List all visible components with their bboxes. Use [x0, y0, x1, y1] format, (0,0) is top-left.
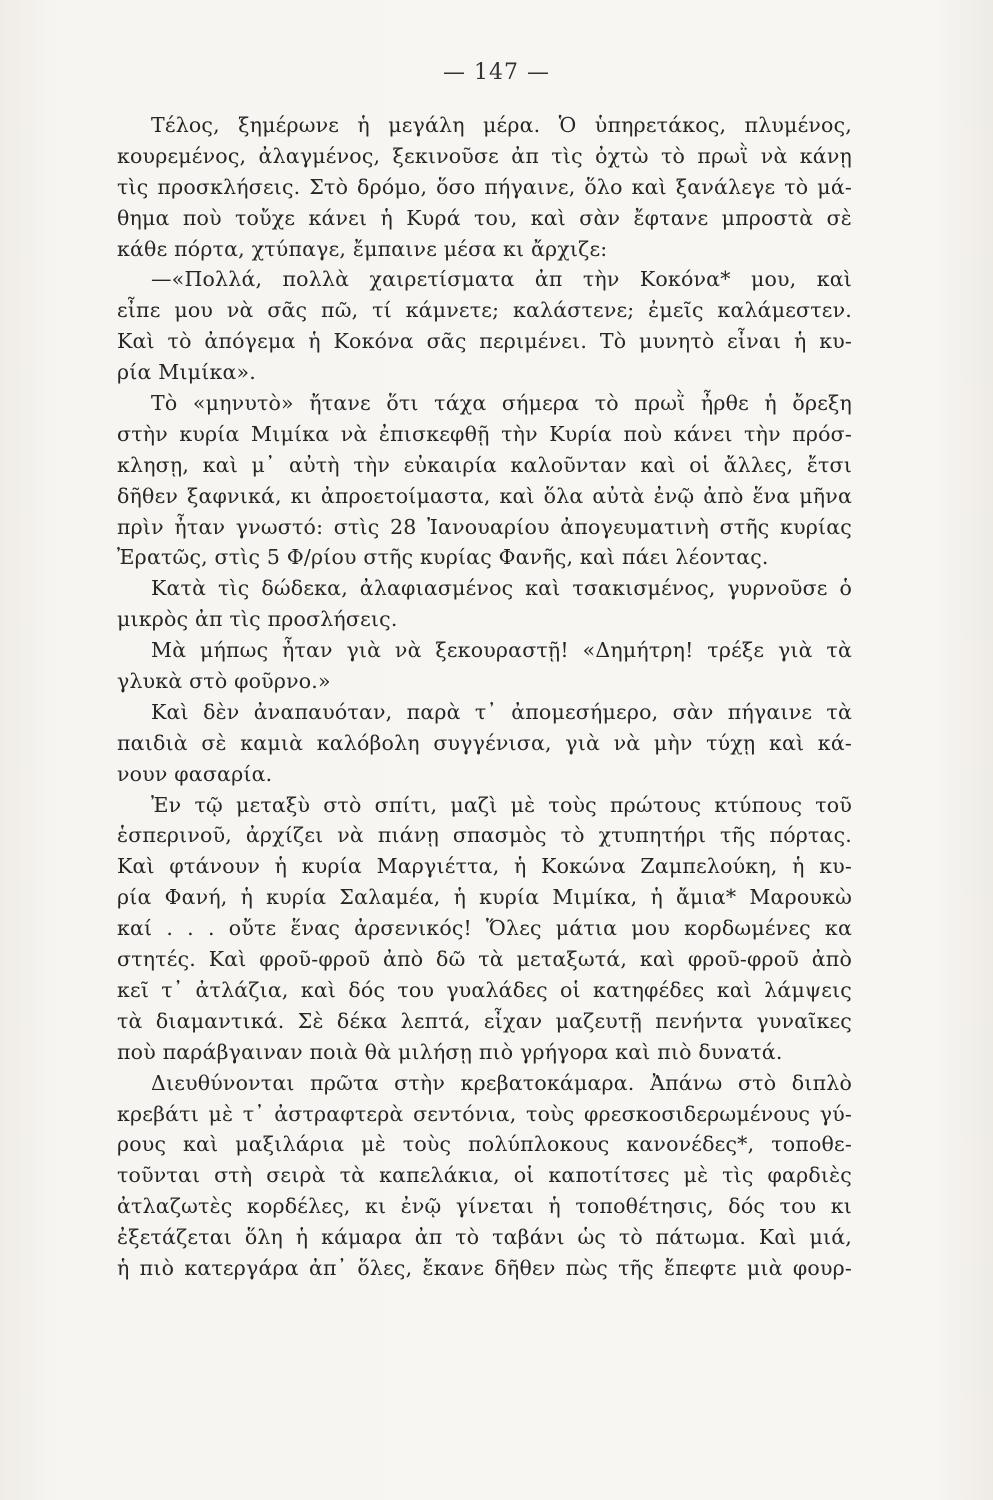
text-line: Κατὰ τὶς δώδεκα, ἀλαφιασμένος καὶ τσακισμένος, γυρνοῦσε ὁ: [151, 576, 852, 601]
text-line: ἑσπερινοῦ, ἀρχίζει νὰ πιάνῃ σπασμὸς τὸ χτυπητήρι τῆς πόρτας.: [117, 823, 852, 848]
text-line: κεῖ τ᾿ ἀτλάζια, καὶ δός του γυαλάδες οἱ κατηφέδες καὶ λάμψεις: [117, 977, 852, 1002]
text-line: Καὶ δὲν ἀναπαυόταν, παρὰ τ᾿ ἀπομεσήμερο, σὰν πήγαινε τὰ: [151, 699, 852, 724]
text-line: Τὸ «μηνυτὸ» ἤτανε ὅτι τάχα σήμερα τὸ πρωῒ ἦρθε ἡ ὄρεξη: [151, 391, 852, 416]
text-line: νουν φασαρία.: [117, 761, 273, 786]
text-line: δῆθεν ξαφνικά, κι ἀπροετοίμαστα, καὶ ὅλα αὐτὰ ἐνῷ ἀπὸ ἕνα μῆνα: [117, 483, 852, 508]
text-line: θημα ποὺ τοὔχε κάνει ἡ Κυρά του, καὶ σὰν ἔφτανε μπροστὰ σὲ: [117, 205, 852, 230]
text-line: κρεβάτι μὲ τ᾿ ἀστραφτερὰ σεντόνια, τοὺς φρεσκοσιδερωμένους γύ-: [117, 1101, 852, 1126]
text-line: ἐξετάζεται ὅλη ἡ κάμαρα ἀπ τὸ ταβάνι ὡς τὸ πάτωμα. Καὶ μιά,: [117, 1225, 852, 1250]
text-line: κλησῃ, καὶ μ᾿ αὐτὴ τὴν εὐκαιρία καλοῦνταν καὶ οἱ ἄλλες, ἔτσι: [117, 452, 852, 477]
text-line: Τέλος, ξημέρωνε ἡ μεγάλη μέρα. Ὁ ὑπηρετάκος, πλυμένος,: [151, 113, 852, 137]
text-line: τὰ διαμαντικά. Σὲ δέκα λεπτά, εἶχαν μαζευτῇ πενήντα γυναῖκες: [117, 1008, 852, 1033]
text-line: στὴν κυρία Μιμίκα νὰ ἐπισκεφθῇ τὴν Κυρία ποὺ κάνει τὴν πρόσ-: [117, 421, 852, 446]
text-line: Ἐν τῷ μεταξὺ στὸ σπίτι, μαζὶ μὲ τοὺς πρώτους κτύπους τοῦ: [151, 792, 852, 817]
text-line: Καὶ τὸ ἀπόγεμα ἡ Κοκόνα σᾶς περιμένει. Τὸ μυνητὸ εἶναι ἡ κυ-: [117, 329, 852, 354]
text-line: Διευθύνονται πρῶτα στὴν κρεβατοκάμαρα. Ἀπάνω στὸ διπλὸ: [151, 1070, 852, 1095]
text-line: —«Πολλά, πολλὰ χαιρετίσματα ἀπ τὴν Κοκόνα* μου, καὶ: [151, 267, 852, 292]
text-line: κάθε πόρτα, χτύπαγε, ἔμπαινε μέσα κι ἄρχιζε:: [117, 236, 608, 261]
text-line: γλυκὰ στὸ φοῦρνο.»: [117, 669, 331, 694]
text-line: πρὶν ἦταν γνωστό: στὶς 28 Ἰανουαρίου ἀπογευματινὴ στῆς κυρίας: [117, 514, 852, 539]
text-line: ρους καὶ μαξιλάρια μὲ τοὺς πολύπλοκους κανονέδες*, τοποθε-: [117, 1132, 852, 1157]
body-text: [117, 110, 852, 1284]
text-line: ρία Μιμίκα».: [117, 360, 256, 385]
text-line: ρία Φανή, ἡ κυρία Σαλαμέα, ἡ κυρία Μιμίκα, ἡ ἄμια* Μαρουκὼ: [117, 885, 852, 910]
text-line: Ἐρατῶς, στὶς 5 Φ/ρίου στῆς κυρίας Φανῆς, καὶ πάει λέοντας.: [117, 545, 769, 570]
text-line: παιδιὰ σὲ καμιὰ καλόβολη συγγένισα, γιὰ νὰ μὴν τύχῃ καὶ κά-: [117, 730, 852, 755]
text-line: κουρεμένος, ἀλαγμένος, ξεκινοῦσε ἀπ τὶς ὀχτὼ τὸ πρωῒ νὰ κάνῃ: [117, 143, 852, 168]
text-line: ἡ πιὸ κατεργάρα ἀπ᾿ ὅλες, ἔκανε δῆθεν πὼς τῆς ἔπεφτε μιὰ φουρ-: [117, 1255, 852, 1280]
text-line: μικρὸς ἀπ τὶς προσλήσεις.: [117, 607, 398, 632]
page-number: — 147 —: [443, 60, 550, 85]
text-line: τὶς προσκλήσεις. Στὸ δρόμο, ὅσο πήγαινε, ὅλο καὶ ξανάλεγε τὸ μά-: [117, 174, 852, 199]
text-line: Μὰ μήπως ἦταν γιὰ νὰ ξεκουραστῇ! «Δημήτρη! τρέξε γιὰ τὰ: [151, 638, 852, 663]
text-line: καί . . . οὔτε ἕνας ἀρσενικός! Ὅλες μάτια μου κορδωμένες κα: [117, 916, 852, 941]
text-line: Καὶ φτάνουν ἡ κυρία Μαργιέττα, ἡ Κοκώνα Ζαμπελούκη, ἡ κυ-: [117, 854, 852, 879]
text-line: εἶπε μου νὰ σᾶς πῶ, τί κάμνετε; καλάστενε; ἐμεῖς καλάμεστεν.: [117, 298, 852, 323]
text-line: ἀτλαζωτὲς κορδέλες, κι ἐνῷ γίνεται ἡ τοποθέτησις, δός του κι: [117, 1194, 852, 1219]
text-line: στητές. Καὶ φροῦ-φροῦ ἀπὸ δῶ τὰ μεταξωτά, καὶ φροῦ-φροῦ ἀπὸ: [117, 947, 852, 972]
text-line: τοῦνται στὴ σειρὰ τὰ καπελάκια, οἱ καποτίτσες μὲ τὶς φαρδιὲς: [117, 1163, 852, 1188]
text-line: ποὺ παράβγαιναν ποιὰ θὰ μιλήσῃ πιὸ γρήγορα καὶ πιὸ δυνατά.: [117, 1039, 783, 1064]
